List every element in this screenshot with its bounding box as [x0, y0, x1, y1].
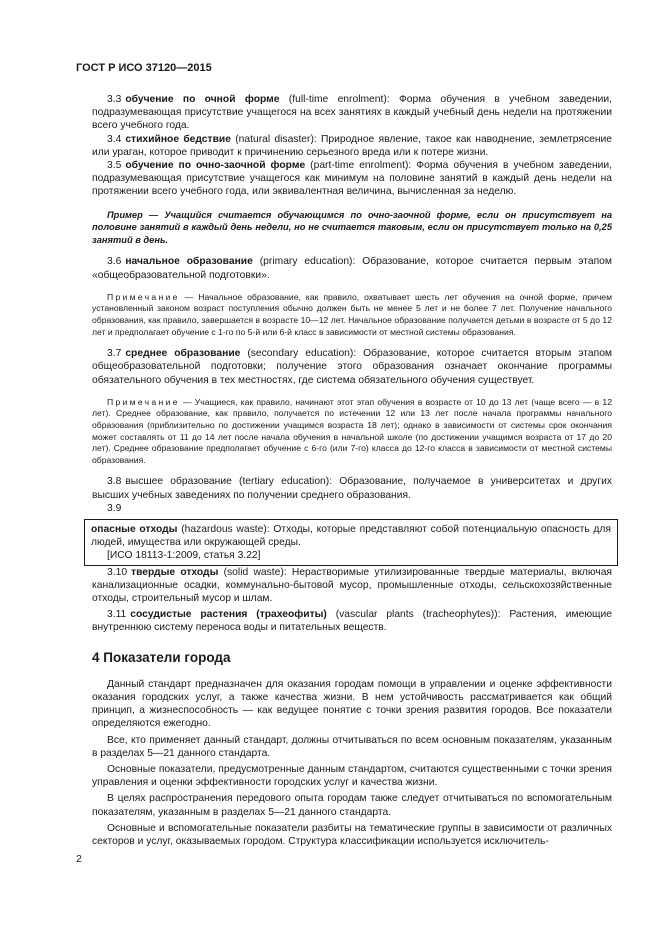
- definition-3-10: 3.10 твердые отходы (solid waste): Нерастворимые утилизированные твердые материалы, включая канализационные осадки, коммунально-бытовой мусор, промышленные отходы, сельскохозяйственные отходы, строительный мусор и шлам.: [92, 566, 612, 604]
- section-paragraph: Основные показатели, предусмотренные данным стандартом, считаются существенными с точки зрения управления и оценки эффективности городских услуг и качества жизни.: [92, 764, 612, 789]
- definition-3-4: 3.4 стихийное бедствие (natural disaster): Природное явление, такое как наводнение, землетрясение или ураган, которое приводит к причинению серьезного вреда или к потере жизни.: [92, 133, 612, 158]
- definition-3-8: 3.8 высшее образование (tertiary education): Образование, получаемое в университетах и других высших учебных заведениях по получении среднего образования.: [92, 476, 612, 501]
- section-paragraph: Основные и вспомогательные показатели разбиты на тематические группы в зависимости от различных секторов и услуг, оказываемых городом. Структура классификации используется исключитель-: [92, 822, 612, 848]
- page-number: 2: [76, 853, 82, 865]
- example-3-5: Пример — Учащийся считается обучающимся по очно-заочной форме, если он присутствует на половине занятий в каждый день недели, но не считается таковым, если он присутствует только на 0,25 занятий в день.: [92, 209, 612, 245]
- definition-3-7: 3.7 среднее образование (secondary education): Образование, которое считается вторым этапом общеобразовательной подготовки; получение этого образования означает окончание программы обязательного обучения в тех местностях, где система обязательного обучения существует.: [92, 348, 613, 386]
- section-heading: 4 Показатели города: [92, 649, 231, 665]
- term: начальное образование: [125, 256, 253, 268]
- note-label: Примечание: [107, 396, 180, 407]
- definition-3-3: 3.3 обучение по очной форме (full-time enrolment): Форма обучения в учебном заведении, подразумевающая присутствие учащегося на всех занятиях в каждый учебный день недели на протяжении всего учебного года.: [92, 94, 613, 132]
- definition-3-11: 3.11 сосудистые растения (трахеофиты) (vascular plants (tracheophytes)): Растения, имеющие внутреннюю систему переноса воды и питательных веществ.: [92, 609, 612, 634]
- term: сосудистые растения (трахеофиты): [130, 609, 327, 621]
- term: среднее образование: [125, 348, 241, 360]
- section-paragraph: Все, кто применяет данный стандарт, должны отчитываться по всем основным показателям, указанным в разделах 5—21 данного стандарта.: [92, 734, 612, 759]
- definition-3-6: 3.6 начальное образование (primary education): Образование, которое считается первым этапом «общеобразовательной подготовки».: [92, 256, 612, 281]
- definition-3-9-number: 3.9: [107, 502, 122, 514]
- definition-3-9-box: [84, 519, 618, 566]
- term: обучение по очной форме: [125, 94, 280, 105]
- definition-3-9: опасные отходы (hazardous waste): Отходы, которые представляют собой потенциальную опасность для людей, имущества или окружающей среды.: [91, 523, 612, 549]
- term: твердые отходы: [131, 566, 219, 578]
- term: опасные отходы: [91, 523, 178, 535]
- source-reference: [ИСО 18113-1:2009, статья 3.22]: [107, 550, 261, 562]
- section-paragraph: В целях распространения передового опыта городам также следует отчитываться по вспомогательным показателям, указанным в разделах 5—21 данного стандарта.: [92, 793, 612, 818]
- document-header: ГОСТ Р ИСО 37120—2015: [76, 62, 212, 74]
- term: обучение по очно-заочной форме: [125, 160, 306, 172]
- definition-3-5: 3.5 обучение по очно-заочной форме (part-time enrolment): Форма обучения в учебном заведении, подразумевающая присутствие учащегося как минимум на половине занятий в каждый день недели на протяжении всего учебного года, или эквивалентная величина, вычисленная за неделю.: [92, 160, 613, 198]
- note-3-7: Примечание — Учащиеся, как правило, начинают этот этап обучения в возрасте от 10 до 13 лет (чаще всего — в 12 лет). Среднее образование, как правило, получается по истечении 12 или 13 лет после начала программы начального образования (приблизительно по достижении учащимся возраста 18 лет); однако в зависимости от системы срок окончания может составлять от 11 до 14 лет после начала обучения в начальной школе (по достижении учащимся возраста от 17 до 20 лет). Среднее образование предполагает обучение с 6-го (или 7-го) класса до 12-го класса в зависимости от местной системы образования.: [92, 396, 612, 465]
- note-label: Примечание: [107, 291, 180, 302]
- term: стихийное бедствие: [125, 133, 231, 145]
- page-content: [92, 93, 612, 848]
- section-paragraph: Данный стандарт предназначен для оказания городам помощи в управлении и оценке эффективности оказания городских услуг, а также качества жизни. В нем устойчивость рассматривается как общий принцип, а жизнеспособность — как ведущее понятие с точки зрения развития городов. Все показатели определяются ежегодно.: [92, 678, 612, 730]
- note-3-6: Примечание — Начальное образование, как правило, охватывает шесть лет обучения на очной форме, причем установленный законом возраст поступления обычно должен быть не менее 5 лет и не более 7 лет. Получение начального образования, как правило, завершается в возрасте 10—12 лет. Начальное образование получается детьми в возрасте от 5 до 12 лет и предполагает обучение с 1-го по 5-й или 6-й класс в зависимости от местной системы образования.: [92, 291, 612, 337]
